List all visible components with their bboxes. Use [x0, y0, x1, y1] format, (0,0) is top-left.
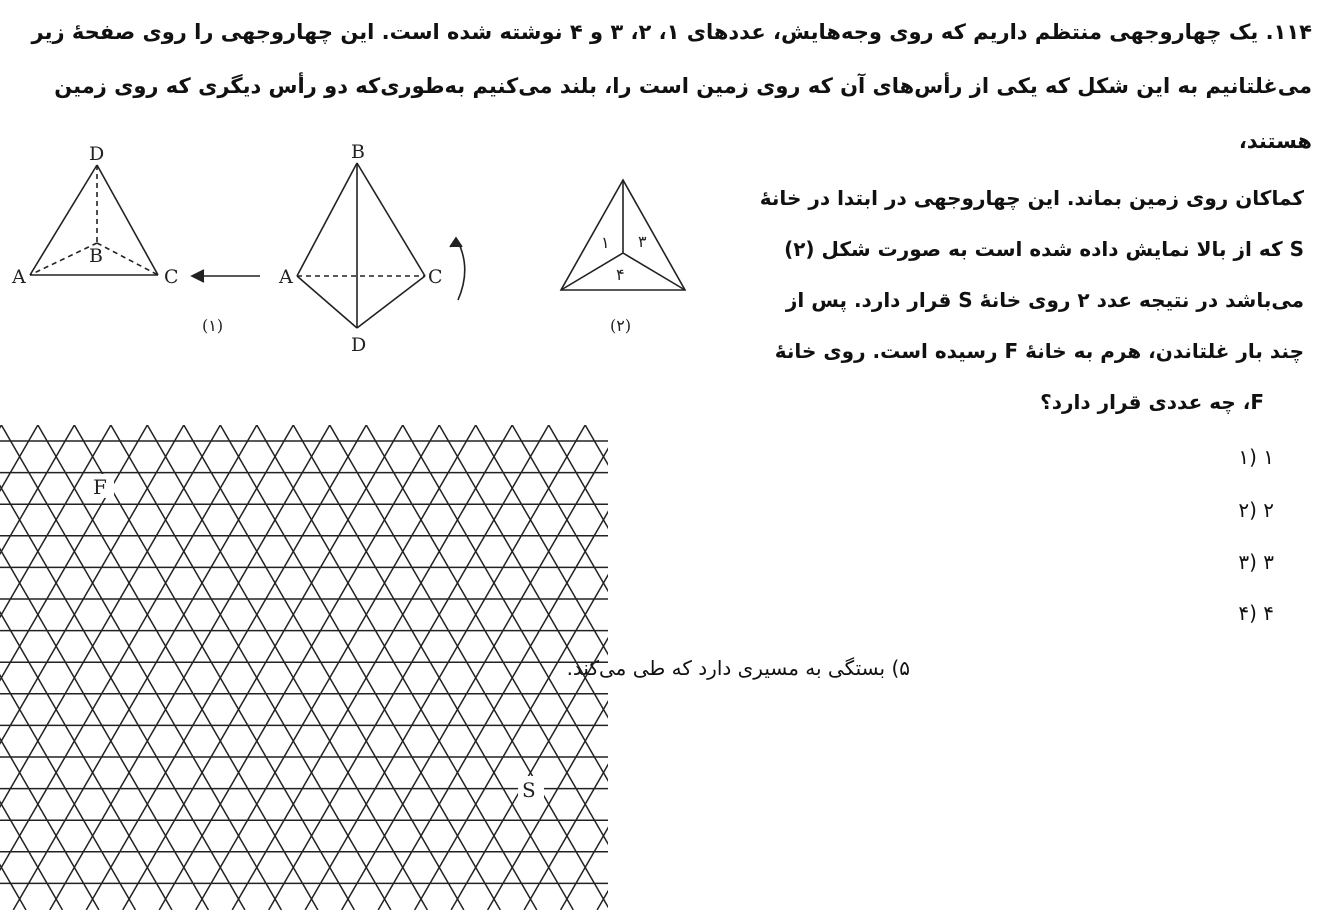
fig1-label-top: D	[89, 143, 105, 165]
option-5[interactable]: ۵) بستگی به مسیری دارد که طی می‌کند.	[566, 656, 910, 680]
grid-line	[0, 425, 172, 910]
grid-line	[743, 425, 1023, 910]
grid-line	[0, 425, 1, 910]
question-line-2: می‌غلتانیم به این شکل که یکی از رأس‌های آن که روی زمین است را، بلند می‌کنیم به‌طوری‌که دو رأس دیگری که روی زمین	[54, 74, 1312, 98]
grid-line	[1060, 425, 1322, 910]
fig1b-label-bottom: D	[351, 334, 367, 356]
grid-line	[816, 425, 1096, 910]
option-1[interactable]: ۱ (۱	[1238, 445, 1274, 469]
fig1-label-right: C	[164, 266, 179, 288]
grid-line	[987, 425, 1267, 910]
grid-line	[0, 425, 26, 910]
question-text-1: یک چهاروجهی منتظم داریم که روی وجه‌هایش، عددهای ۱، ۲، ۳ و ۴ نوشته شده است. این چهاروجهی را روی صفحهٔ زیر	[31, 20, 1259, 44]
grid-cell-s: S	[522, 778, 536, 802]
grid-line	[707, 425, 987, 910]
question-cont-1: کماکان روی زمین بماند. این چهاروجهی در ابتدا در خانهٔ	[759, 186, 1304, 210]
grid-line	[670, 425, 950, 910]
fig1b-label-top: B	[351, 141, 365, 163]
grid-line	[0, 425, 245, 910]
fig2-face-left: ۱	[601, 233, 610, 252]
option-3[interactable]: ۳ (۳	[1238, 550, 1274, 574]
triangular-grid	[0, 425, 1322, 915]
grid-line	[877, 425, 1157, 910]
option-4[interactable]: ۴ (۴	[1238, 601, 1274, 625]
question-cont-4: چند بار غلتاندن، هرم به خانهٔ F رسیده است. روی خانهٔ	[774, 339, 1304, 363]
grid-line	[597, 425, 877, 910]
fig1b-label-right: C	[428, 266, 443, 288]
tetrahedron-side-view	[297, 163, 425, 328]
grid-line	[804, 425, 1084, 910]
grid-line	[731, 425, 1011, 910]
grid-line	[1023, 425, 1303, 910]
grid-line	[914, 425, 1194, 910]
grid-line	[841, 425, 1121, 910]
fig1-label-left: A	[12, 266, 26, 288]
grid-line	[1096, 425, 1322, 910]
question-line-3: هستند،	[1238, 129, 1312, 153]
question-number: ۱۱۴.	[1265, 20, 1312, 44]
rotation-arrow-icon	[450, 238, 465, 300]
question-cont-3: می‌باشد در نتیجه عدد ۲ روی خانهٔ S قرار دارد. پس از	[785, 288, 1304, 312]
grid-line	[622, 425, 902, 910]
grid-line	[561, 425, 841, 910]
fig2-caption: (۲)	[610, 316, 632, 335]
grid-line	[0, 425, 147, 910]
grid-line	[950, 425, 1230, 910]
grid-line	[524, 425, 804, 910]
grid-line	[0, 425, 99, 910]
option-2[interactable]: ۲ (۲	[1238, 498, 1274, 522]
fig1b-label-left: A	[279, 266, 293, 288]
grid-line	[634, 425, 914, 910]
grid-line	[780, 425, 1060, 910]
grid-cell-f: F	[93, 475, 107, 499]
fig2-face-right: ۳	[638, 232, 647, 251]
question-cont-5: F، چه عددی قرار دارد؟	[1040, 390, 1264, 414]
question-cont-2: S که از بالا نمایش داده شده است به صورت شکل (۲)	[784, 237, 1304, 261]
grid-line	[695, 425, 975, 910]
grid-line	[658, 425, 938, 910]
fig1-caption: (۱)	[202, 316, 224, 335]
left-arrow-icon	[192, 270, 260, 282]
grid-line	[0, 425, 74, 910]
grid-line	[768, 425, 1048, 910]
fig2-face-bottom: ۴	[616, 265, 625, 284]
grid-line	[488, 425, 768, 910]
grid-line	[585, 425, 865, 910]
fig1-label-mid: B	[89, 245, 103, 267]
